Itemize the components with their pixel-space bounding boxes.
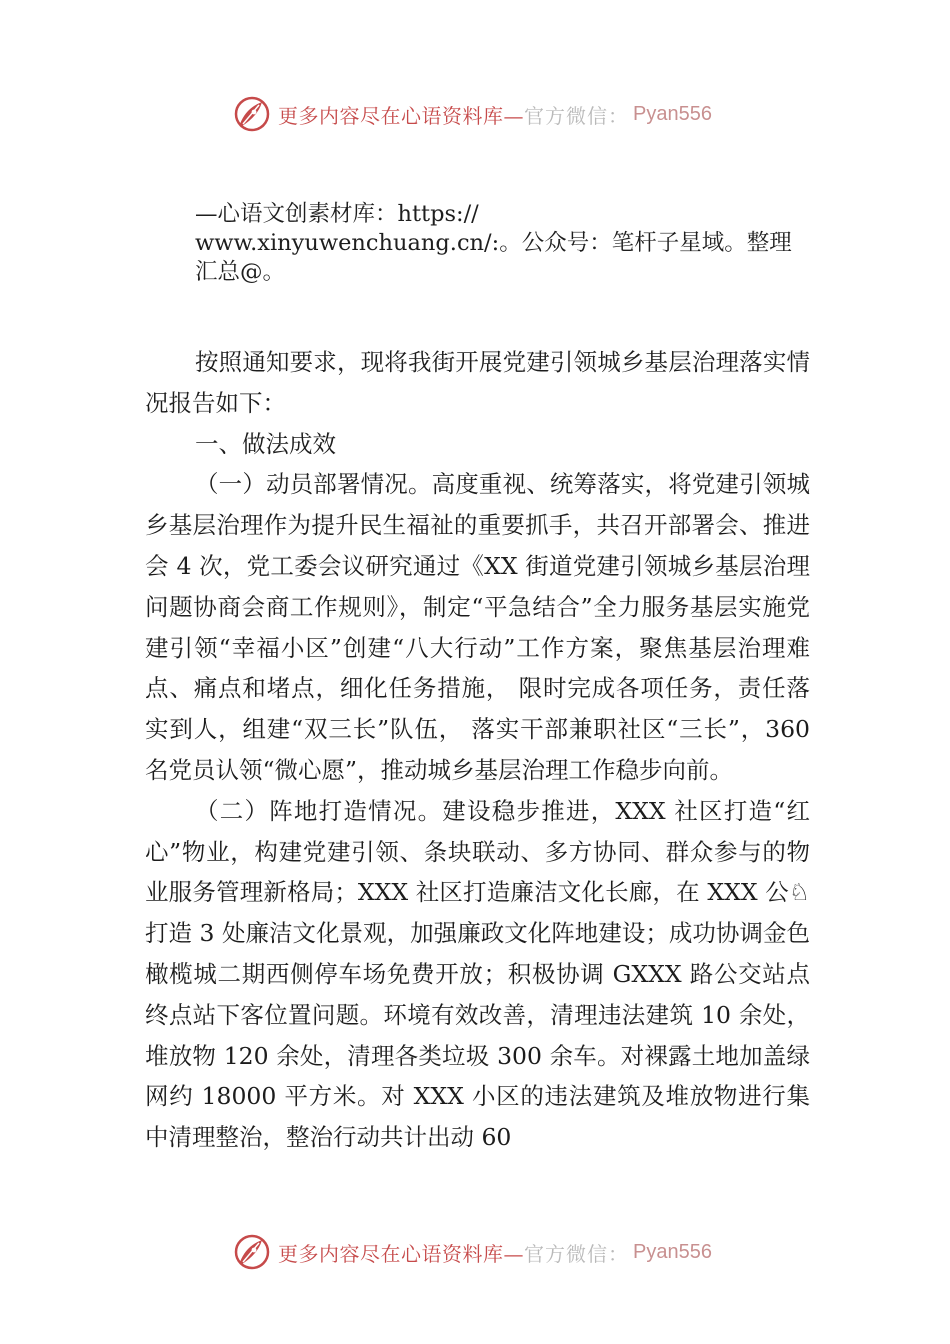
paragraph-position-building: （二）阵地打造情况。建设稳步推进，XXX 社区打造“红心”物业，构建党建引领、条块联动、多方协同、群众参与的物业服务管理新格局；XXX 社区打造廉洁文化长廊，在 XXX 公♘打造 3 处廉洁文化景观，加强廉政文化阵地建设；成功协调金色橄榄城二期西侧停车场免费开放；积极协调 GXXX 路公交站点终点站下客位置问题。环境有效改善，清理违法建筑 10 余处，堆放物 120 余处，清理各类垃圾 300 余车。对裸露土地加盖绿网约 18000 平方米。对 XXX 小区的违法建筑及堆放物进行集中清理整治，整治行动共计出动 60 bbox=[145, 796, 810, 1152]
pen-logo-icon bbox=[232, 1232, 272, 1272]
banner-wechat-label: 官方微信： bbox=[524, 103, 629, 128]
source-note bbox=[195, 200, 835, 287]
intro-paragraph: 按照通知要求，现将我街开展党建引领城乡基层治理落实情况报告如下： bbox=[145, 348, 810, 417]
source-line-3: 汇总@。 bbox=[195, 259, 286, 285]
banner-wechat-label: 官方微信： bbox=[524, 1241, 629, 1266]
footer-banner bbox=[232, 1232, 712, 1272]
header-banner bbox=[232, 94, 712, 134]
source-line-2: www.xinyuwenchuang.cn/:。公众号：笔杆子星域。整理 bbox=[195, 230, 792, 256]
pen-logo-icon bbox=[232, 94, 272, 134]
paragraph-mobilization: （一）动员部署情况。高度重视、统筹落实，将党建引领城乡基层治理作为提升民生福祉的重要抓手，共召开部署会、推进会 4 次，党工委会议研究通过《XX 街道党建引领城乡基层治理问题协商会商工作规则》，制定“平急结合”全力服务基层实施党建引领“幸福小区”创建“八大行动”工作方案，聚焦基层治理难点、痛点和堵点，细化任务措施， 限时完成各项任务，责任落实到人，组建“双三长”队伍， 落实干部兼职社区“三长”，360 名党员认领“微心愿”，推动城乡基层治理工作稳步向前。 bbox=[145, 470, 810, 784]
banner-text: 更多内容尽在心语资料库— bbox=[278, 1241, 524, 1266]
source-line-1: —心语文创素材库：https:// bbox=[195, 201, 479, 227]
banner-wechat-id: Pyan556 bbox=[633, 1240, 712, 1263]
document-body bbox=[145, 342, 810, 1158]
section-heading: 一、做法成效 bbox=[195, 429, 336, 458]
banner-wechat-id: Pyan556 bbox=[633, 102, 712, 125]
banner-text: 更多内容尽在心语资料库— bbox=[278, 103, 524, 128]
